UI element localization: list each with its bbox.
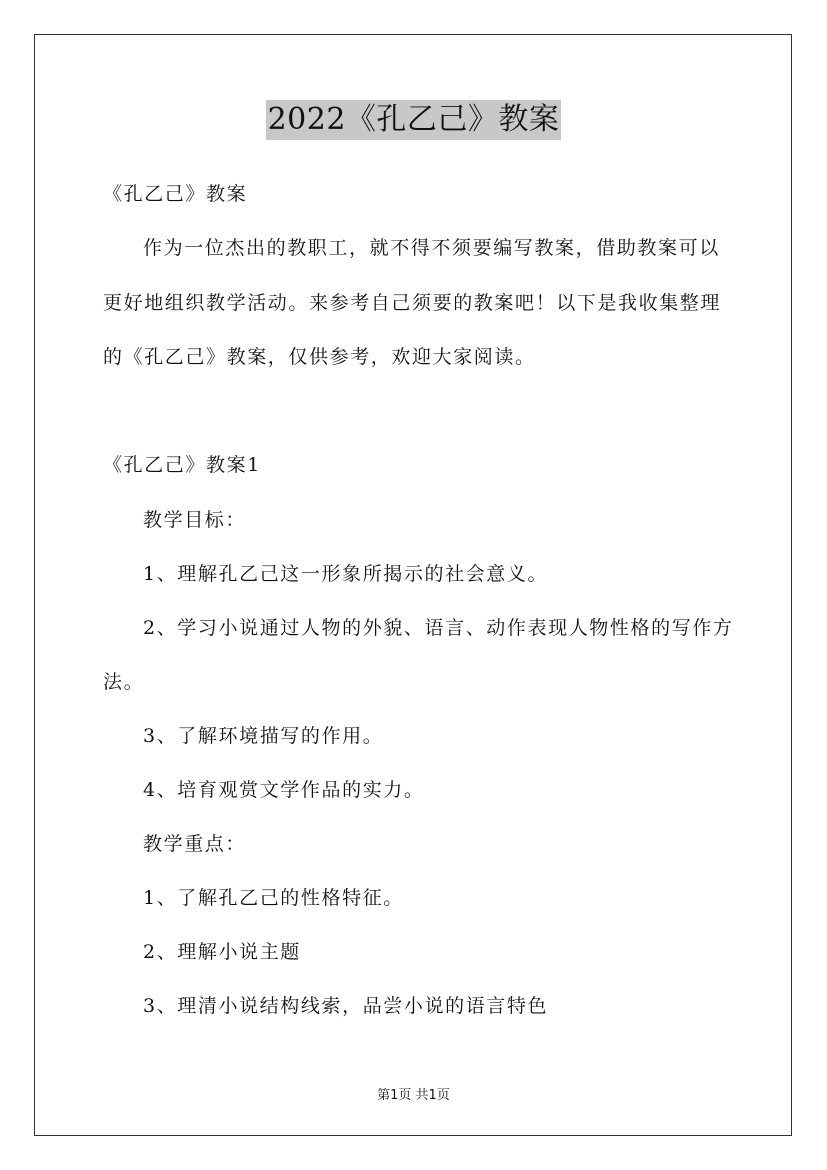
page-number: 第1页 共1页 xyxy=(377,1088,450,1103)
list-item: 1、了解孔乙己的性格特征。 xyxy=(143,887,404,909)
list-item-continuation: 法。 xyxy=(103,671,145,693)
list-item: 1、理解孔乙己这一形象所揭示的社会意义。 xyxy=(143,563,549,585)
paragraph-line: 的《孔乙己》教案，仅供参考，欢迎大家阅读。 xyxy=(103,346,536,368)
paragraph-line: 更好地组织教学活动。来参考自己须要的教案吧！以下是我收集整理 xyxy=(103,292,722,314)
document-title: 2022《孔乙己》教案 xyxy=(266,100,562,140)
paragraph-line: 作为一位杰出的教职工，就不得不须要编写教案，借助教案可以 xyxy=(143,237,720,259)
list-item: 2、学习小说通过人物的外貌、语言、动作表现人物性格的写作方 xyxy=(143,617,734,639)
subheading: 教学重点： xyxy=(143,833,247,855)
title-container xyxy=(0,100,827,140)
list-item: 4、培育观赏文学作品的实力。 xyxy=(143,779,425,801)
section-heading: 《孔乙己》教案 xyxy=(103,183,248,205)
list-item: 2、理解小说主题 xyxy=(143,941,301,963)
list-item: 3、理清小说结构线索，品尝小说的语言特色 xyxy=(143,995,549,1017)
list-item: 3、了解环境描写的作用。 xyxy=(143,725,384,747)
subheading: 教学目标： xyxy=(143,509,247,531)
section-heading: 《孔乙己》教案1 xyxy=(103,454,261,476)
